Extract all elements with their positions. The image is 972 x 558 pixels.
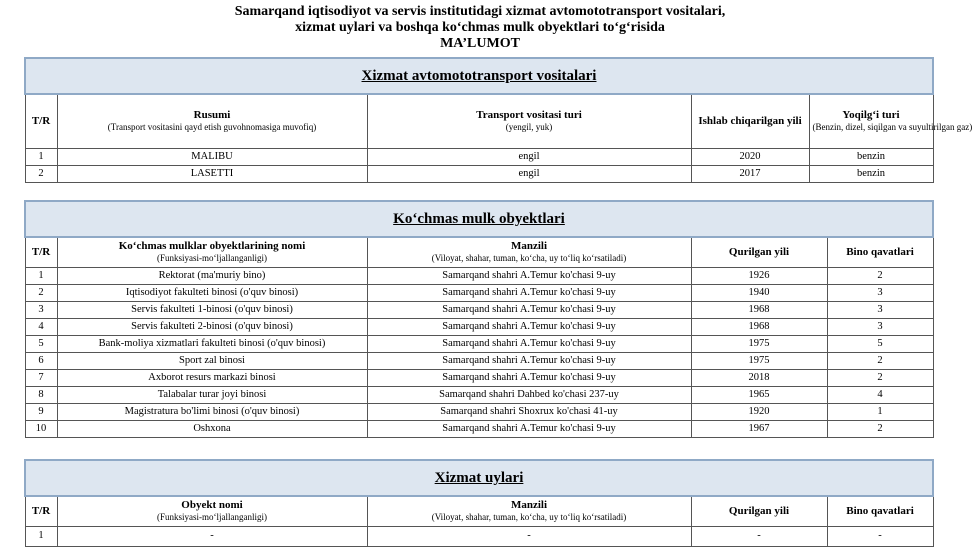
cell-address: Samarqand shahri Shoxrux ko'chasi 41-uy (367, 403, 691, 420)
cell-tr: 8 (25, 386, 57, 403)
cell-name: Sport zal binosi (57, 352, 367, 369)
cell-year: 1965 (691, 386, 827, 403)
cell-year: 1940 (691, 284, 827, 301)
cell-tr: 1 (25, 526, 57, 546)
cell-floors: 1 (827, 403, 933, 420)
col-type: Transport vositasi turi (yengil, yuk) (367, 94, 691, 148)
cell-floors: 3 (827, 301, 933, 318)
cell-floors: 4 (827, 386, 933, 403)
table-row (25, 369, 933, 386)
col-address: Manzili (Viloyat, shahar, tuman, ko‘cha, uy to‘liq ko‘rsatiladi) (367, 496, 691, 526)
col-year: Qurilgan yili (691, 496, 827, 526)
cell-model: MALIBU (57, 148, 367, 165)
housing-header-row (25, 496, 933, 526)
cell-floors: 2 (827, 267, 933, 284)
cell-floors: 2 (827, 352, 933, 369)
col-fuel: Yoqilg‘i turi (Benzin, dizel, siqilgan va suyultirilgan gaz) (809, 94, 933, 148)
cell-name: Servis fakulteti 1-binosi (o'quv binosi) (57, 301, 367, 318)
cell-model: LASETTI (57, 165, 367, 182)
col-tr: T/R (25, 237, 57, 267)
cell-address: Samarqand shahri A.Temur ko'chasi 9-uy (367, 301, 691, 318)
cell-tr: 9 (25, 403, 57, 420)
cell-year: 1975 (691, 352, 827, 369)
cell-floors: 3 (827, 284, 933, 301)
cell-fuel: benzin (809, 148, 933, 165)
cell-tr: 7 (25, 369, 57, 386)
col-name: Obyekt nomi (Funksiyasi-mo‘ljallanganligi) (57, 496, 367, 526)
table-row (25, 318, 933, 335)
cell-address: Samarqand shahri A.Temur ko'chasi 9-uy (367, 267, 691, 284)
cell-tr: 1 (25, 267, 57, 284)
col-name: Ko‘chmas mulklar obyektlarining nomi (Funksiyasi-mo‘ljallanganligi) (57, 237, 367, 267)
cell-name: Servis fakulteti 2-binosi (o'quv binosi) (57, 318, 367, 335)
col-year: Ishlab chiqarilgan yili (691, 94, 809, 148)
title-line-3: MA’LUMOT (440, 36, 520, 51)
cell-address: Samarqand shahri Dahbed ko'chasi 237-uy (367, 386, 691, 403)
table-row (25, 301, 933, 318)
cell-tr: 3 (25, 301, 57, 318)
cell-year: 1968 (691, 318, 827, 335)
col-floors: Bino qavatlari (827, 496, 933, 526)
title-line-2: xizmat uylari va boshqa ko‘chmas mulk obyektlari to‘g‘risida (295, 20, 665, 35)
properties-section-title: Ko‘chmas mulk obyektlari (25, 201, 933, 237)
cell-year: 2020 (691, 148, 809, 165)
housing-table (24, 459, 934, 547)
cell-name: Oshxona (57, 420, 367, 437)
cell-year: - (691, 526, 827, 546)
col-year: Qurilgan yili (691, 237, 827, 267)
cell-address: Samarqand shahri A.Temur ko'chasi 9-uy (367, 335, 691, 352)
cell-floors: 2 (827, 420, 933, 437)
cell-year: 2017 (691, 165, 809, 182)
cell-name: - (57, 526, 367, 546)
properties-table (24, 200, 934, 438)
cell-name: Rektorat (ma'muriy bino) (57, 267, 367, 284)
table-row (25, 420, 933, 437)
vehicles-header-row (25, 94, 933, 148)
cell-floors: 3 (827, 318, 933, 335)
housing-section-title: Xizmat uylari (25, 460, 933, 496)
cell-year: 1967 (691, 420, 827, 437)
cell-address: Samarqand shahri A.Temur ko'chasi 9-uy (367, 369, 691, 386)
col-address: Manzili (Viloyat, shahar, tuman, ko‘cha, uy to‘liq ko‘rsatiladi) (367, 237, 691, 267)
vehicles-section-title: Xizmat avtomototransport vositalari (25, 58, 933, 94)
cell-name: Axborot resurs markazi binosi (57, 369, 367, 386)
cell-tr: 2 (25, 284, 57, 301)
properties-header-row (25, 237, 933, 267)
cell-type: engil (367, 165, 691, 182)
cell-floors: 5 (827, 335, 933, 352)
cell-address: Samarqand shahri A.Temur ko'chasi 9-uy (367, 318, 691, 335)
col-tr: T/R (25, 496, 57, 526)
table-row (25, 352, 933, 369)
table-row (25, 403, 933, 420)
cell-name: Magistratura bo'limi binosi (o'quv binosi) (57, 403, 367, 420)
table-row (25, 284, 933, 301)
cell-tr: 2 (25, 165, 57, 182)
cell-floors: 2 (827, 369, 933, 386)
cell-tr: 6 (25, 352, 57, 369)
cell-address: Samarqand shahri A.Temur ko'chasi 9-uy (367, 352, 691, 369)
table-row (25, 165, 933, 182)
document-title (0, 4, 960, 52)
cell-tr: 5 (25, 335, 57, 352)
vehicles-table (24, 57, 972, 183)
cell-tr: 1 (25, 148, 57, 165)
cell-year: 1975 (691, 335, 827, 352)
title-line-1: Samarqand iqtisodiyot va servis institutidagi xizmat avtomototransport vositalari, (234, 4, 726, 19)
col-model: Rusumi (Transport vositasini qayd etish guvohnomasiga muvofiq) (57, 94, 367, 148)
cell-floors: - (827, 526, 933, 546)
cell-tr: 4 (25, 318, 57, 335)
cell-year: 1968 (691, 301, 827, 318)
cell-fuel: benzin (809, 165, 933, 182)
table-row (25, 148, 933, 165)
cell-year: 1920 (691, 403, 827, 420)
cell-tr: 10 (25, 420, 57, 437)
cell-address: - (367, 526, 691, 546)
cell-type: engil (367, 148, 691, 165)
col-tr: T/R (25, 94, 57, 148)
cell-name: Talabalar turar joyi binosi (57, 386, 367, 403)
col-floors: Bino qavatlari (827, 237, 933, 267)
table-row (25, 386, 933, 403)
table-row (25, 526, 933, 546)
cell-name: Bank-moliya xizmatlari fakulteti binosi (o'quv binosi) (57, 335, 367, 352)
cell-year: 1926 (691, 267, 827, 284)
cell-address: Samarqand shahri A.Temur ko'chasi 9-uy (367, 284, 691, 301)
table-row (25, 335, 933, 352)
cell-year: 2018 (691, 369, 827, 386)
table-row (25, 267, 933, 284)
cell-name: Iqtisodiyot fakulteti binosi (o'quv binosi) (57, 284, 367, 301)
cell-address: Samarqand shahri A.Temur ko'chasi 9-uy (367, 420, 691, 437)
